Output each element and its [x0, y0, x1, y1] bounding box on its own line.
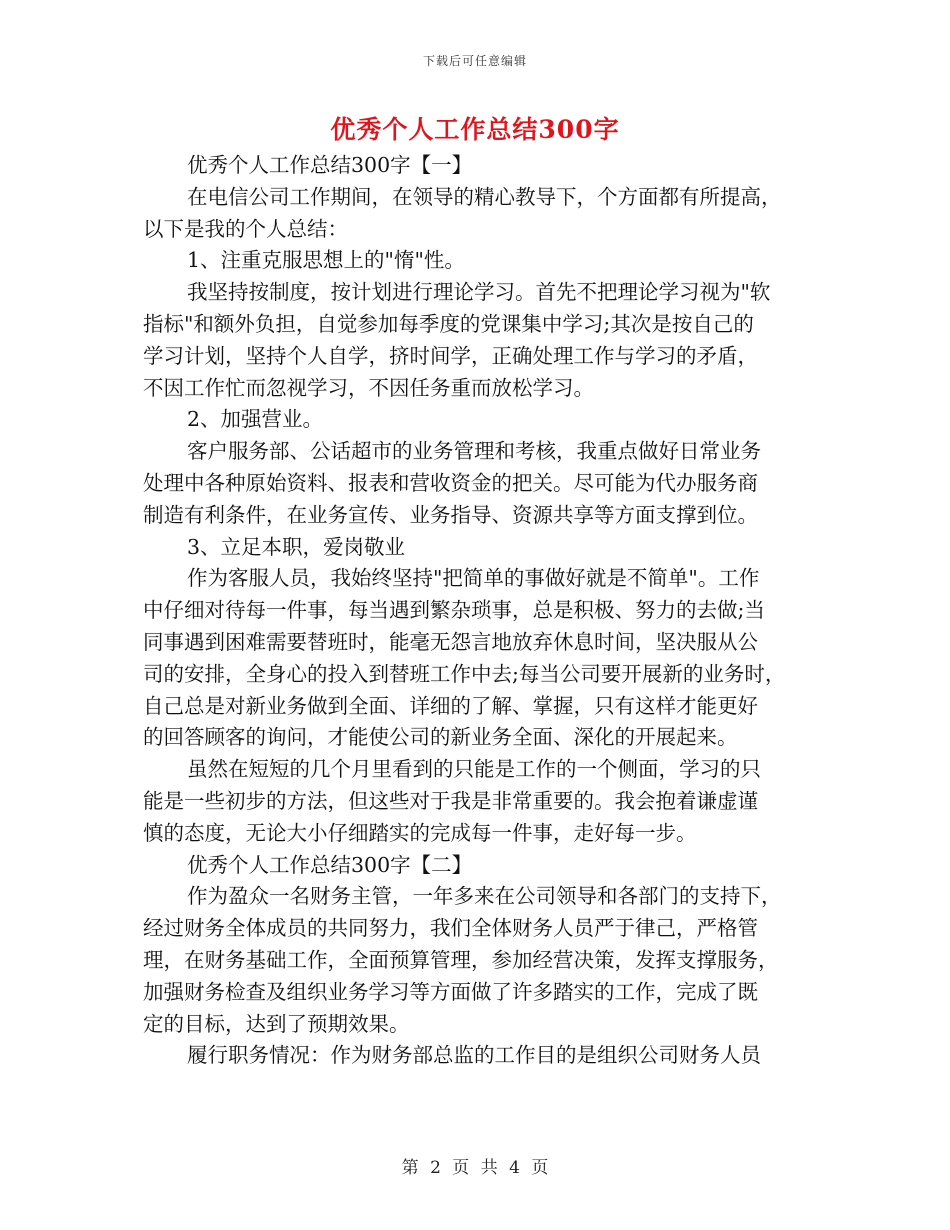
item-heading-2: 2、加强营业。 [187, 407, 324, 432]
document-body [143, 150, 813, 1072]
paragraph-line: 作为盈众一名财务主管，一年多来在公司领导和各部门的支持下， [187, 884, 782, 909]
document-title: 优秀个人工作总结300字 [330, 115, 620, 144]
paragraph-line: 作为客服人员，我始终坚持"把简单的事做好就是不简单"。工作 [187, 566, 760, 591]
page-footer: 第 2 页 共 4 页 [401, 1158, 549, 1178]
paragraph-line: 经过财务全体成员的共同努力，我们全体财务人员严于律己，严格管 [143, 916, 758, 941]
paragraph-line: 虽然在短短的几个月里看到的只能是工作的一个侧面，学习的只 [187, 757, 761, 782]
item-heading-1: 1、注重克服思想上的"惰"性。 [187, 248, 465, 273]
paragraph-line: 处理中各种原始资料、报表和营收资金的把关。尽可能为代办服务商 [143, 470, 758, 495]
paragraph-line: 我坚持按制度，按计划进行理论学习。首先不把理论学习视为"软 [187, 280, 771, 305]
paragraph-line: 制造有利条件，在业务宣传、业务指导、资源共享等方面支撑到位。 [143, 502, 758, 527]
paragraph-line: 自己总是对新业务做到全面、详细的了解、掌握，只有这样才能更好 [143, 693, 758, 718]
paragraph-line: 在电信公司工作期间，在领导的精心教导下，个方面都有所提高， [187, 184, 782, 209]
paragraph-line: 理，在财务基础工作，全面预算管理，参加经营决策，发挥支撑服务， [143, 947, 779, 972]
paragraph-line: 加强财务检查及组织业务学习等方面做了许多踏实的工作，完成了既 [143, 979, 758, 1004]
paragraph-line: 履行职务情况：作为财务部总监的工作目的是组织公司财务人员 [187, 1043, 761, 1068]
section-heading-2: 优秀个人工作总结300字【二】 [187, 852, 473, 877]
item-heading-3: 3、立足本职，爱岗敬业 [187, 534, 406, 559]
paragraph-line: 定的目标，达到了预期效果。 [143, 1011, 410, 1036]
paragraph-line: 同事遇到困难需要替班时，能毫无怨言地放弃休息时间，坚决服从公 [143, 629, 758, 654]
paragraph-line: 的回答顾客的询问，才能使公司的新业务全面、深化的开展起来。 [143, 725, 738, 750]
paragraph-line: 司的安排，全身心的投入到替班工作中去;每当公司要开展新的业务时， [143, 661, 786, 686]
paragraph-line: 能是一些初步的方法，但这些对于我是非常重要的。我会抱着谦虚谨 [143, 788, 758, 813]
paragraph-line: 客户服务部、公话超市的业务管理和考核，我重点做好日常业务 [187, 439, 761, 464]
section-heading-1: 优秀个人工作总结300字【一】 [187, 153, 473, 177]
paragraph-line: 以下是我的个人总结： [143, 216, 348, 241]
paragraph-line: 学习计划，坚持个人自学，挤时间学，正确处理工作与学习的矛盾， [143, 343, 758, 368]
paragraph-line: 慎的态度，无论大小仔细踏实的完成每一件事，走好每一步。 [143, 820, 697, 845]
paragraph-line: 中仔细对待每一件事，每当遇到繁杂琐事，总是积极、努力的去做;当 [143, 598, 765, 623]
paragraph-line: 指标"和额外负担，自觉参加每季度的党课集中学习;其次是按自己的 [143, 311, 754, 336]
paragraph-line: 不因工作忙而忽视学习，不因任务重而放松学习。 [143, 375, 594, 400]
header-note: 下载后可任意编辑 [422, 54, 527, 68]
